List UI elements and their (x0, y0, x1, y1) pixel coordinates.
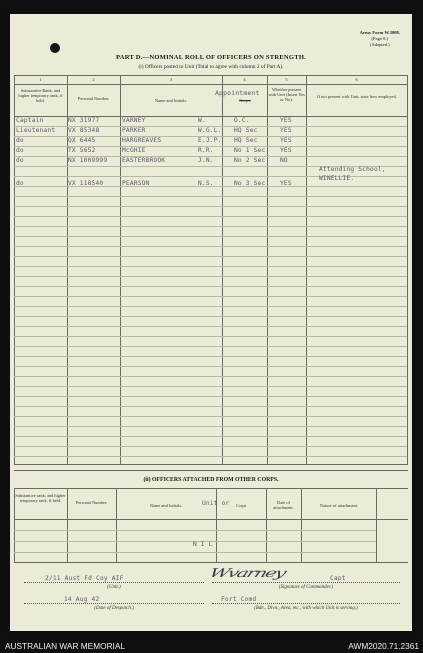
col-number-3: 3 (169, 77, 173, 82)
officer-rank: do (16, 157, 24, 164)
officer-appointment: HQ Sec (234, 137, 258, 144)
officer-personal-number: NX 31977 (68, 117, 100, 124)
ruled-line (14, 406, 407, 407)
commander-signature: Wvarney (207, 566, 288, 580)
ruled-line (14, 336, 407, 337)
ruled-line (14, 286, 407, 287)
officer-present: YES (280, 127, 292, 134)
ruled-line (14, 456, 407, 457)
commander-rank: Capt (330, 575, 346, 582)
ruled-line (14, 446, 407, 447)
ruled-line (14, 206, 407, 207)
ruled-line (14, 306, 407, 307)
col-number-5: 5 (285, 77, 288, 82)
officer-present: YES (280, 117, 292, 124)
form-ref-line2: (Page 8.) (371, 36, 389, 41)
col-number-6: 6 (355, 77, 358, 82)
form-ref-line3: (Adapted.) (369, 42, 390, 47)
officer-appointment: HQ Sec (234, 127, 258, 134)
form-ref-line1: Army Form W.3008. (359, 30, 400, 35)
col-number-4: 4 (243, 77, 246, 82)
form-sheet (10, 14, 412, 631)
officer-present: NO (280, 157, 288, 164)
officer-surname: McGHIE (122, 147, 146, 154)
officer-initials: R.R. (198, 147, 214, 154)
attached-nil-entry: N I L (193, 541, 213, 548)
attached-header-nature: Nature of attachment. (319, 503, 359, 508)
ruled-line (14, 436, 407, 437)
ruled-line (14, 316, 407, 317)
signature-caption: (Signature of Commander.) (278, 585, 334, 590)
officer-appointment: O.C. (234, 117, 250, 124)
header-corps-struck: Corps. (239, 98, 251, 103)
ruled-line (14, 326, 407, 327)
ruled-line (14, 276, 407, 277)
attached-title: (ii) OFFICERS ATTACHED FROM OTHER CORPS. (143, 477, 279, 483)
attached-header-corps: Corps (235, 503, 247, 508)
ruled-line (14, 426, 407, 427)
form-title: PART D.—NOMINAL ROLL OF OFFICERS ON STRENGTH. (116, 54, 306, 61)
ruled-line (14, 376, 407, 377)
header-appointment-typed: Appointment (215, 89, 260, 97)
ruled-line (14, 266, 407, 267)
officer-rank: do (16, 180, 24, 187)
ruled-line (14, 346, 407, 347)
form-reference (360, 30, 400, 48)
despatch-date-caption: (Date of Despatch.) (94, 606, 134, 611)
attached-header-date: Date of attachment. (273, 500, 294, 510)
officer-rank: do (16, 147, 24, 154)
archive-footer (0, 639, 423, 653)
officer-appointment: No 2 Sec (234, 157, 266, 164)
ruled-line (14, 296, 407, 297)
ruled-line (14, 386, 407, 387)
attached-header-name: Name and Initials. (149, 503, 183, 508)
officer-rank: Lieutenant (16, 127, 56, 134)
header-rank: Substantive Rank, and higher temporary rank, if held. (18, 88, 63, 103)
unit-value: 2/11 Aust Fd Coy AIF (45, 575, 124, 582)
officer-personal-number: NX 1009999 (68, 157, 108, 164)
punch-hole (50, 43, 60, 53)
header-personal-number: Personal Number. (77, 96, 110, 101)
officer-initials: J.N. (198, 157, 214, 164)
ruled-line (14, 256, 407, 257)
officer-surname: PEARSON (122, 180, 150, 187)
officer-rank: do (16, 137, 24, 144)
officer-initials: E.J.P. (198, 137, 222, 144)
ruled-line (14, 416, 407, 417)
ruled-line (14, 356, 407, 357)
officer-appointment: No 3 Sec (234, 180, 266, 187)
officer-personal-number: VX 118540 (68, 180, 104, 187)
officer-personal-number: QX 6445 (68, 137, 96, 144)
location-caption: (Bde., Divn., Area, etc., with which Unit is serving.) (254, 606, 358, 611)
ruled-line (14, 216, 407, 217)
location-value: Fort Comd (221, 596, 257, 603)
officer-present: YES (280, 147, 292, 154)
officer-initials: W.G.L. (198, 127, 222, 134)
officer-initials: W. (198, 117, 206, 124)
header-name: Name and Initials. (154, 98, 188, 103)
ruled-line (14, 196, 407, 197)
officer-initials: N.S. (198, 180, 214, 187)
unit-caption: (Unit.) (107, 585, 121, 590)
officer-present: YES (280, 180, 292, 187)
attached-header-unit-typed: Unit or (202, 500, 230, 507)
attached-header-rank: Substantive rank, and higher temporary rank, if held. (15, 493, 66, 503)
ruled-line (14, 246, 407, 247)
col-number-1: 1 (39, 77, 42, 82)
officer-surname: EASTERBROOK (122, 157, 166, 164)
officer-surname: HARGREAVES (122, 137, 162, 144)
form-subtitle: (i) Officers posted to Unit (Total to agree with column 2 of Part A). (138, 64, 284, 70)
ruled-line (14, 366, 407, 367)
ruled-line (14, 236, 407, 237)
officer-personal-number: VX 85348 (68, 127, 100, 134)
header-remarks: If not present with Unit, state how employed. (317, 94, 397, 99)
attached-header-number: Personal Number. (75, 500, 108, 505)
officer-personal-number: TX 5652 (68, 147, 96, 154)
header-present: Whether present with Unit (Insert Yes or No). (268, 87, 305, 102)
officer-surname: VARNEY (122, 117, 146, 124)
archive-name: AUSTRALIAN WAR MEMORIAL (5, 641, 126, 651)
despatch-date-value: 14 Aug 42 (64, 596, 100, 603)
officer-present: YES (280, 137, 292, 144)
officer-rank: Captain (16, 117, 44, 124)
ruled-line (14, 226, 407, 227)
officer-remarks: Attending School, WINELLIE. (319, 166, 386, 182)
officer-surname: PARKER (122, 127, 146, 134)
officer-appointment: No 1 Sec (234, 147, 266, 154)
ruled-line (14, 396, 407, 397)
archive-accession: AWM2020.71.2361 (348, 641, 419, 651)
col-number-2: 2 (92, 77, 95, 82)
